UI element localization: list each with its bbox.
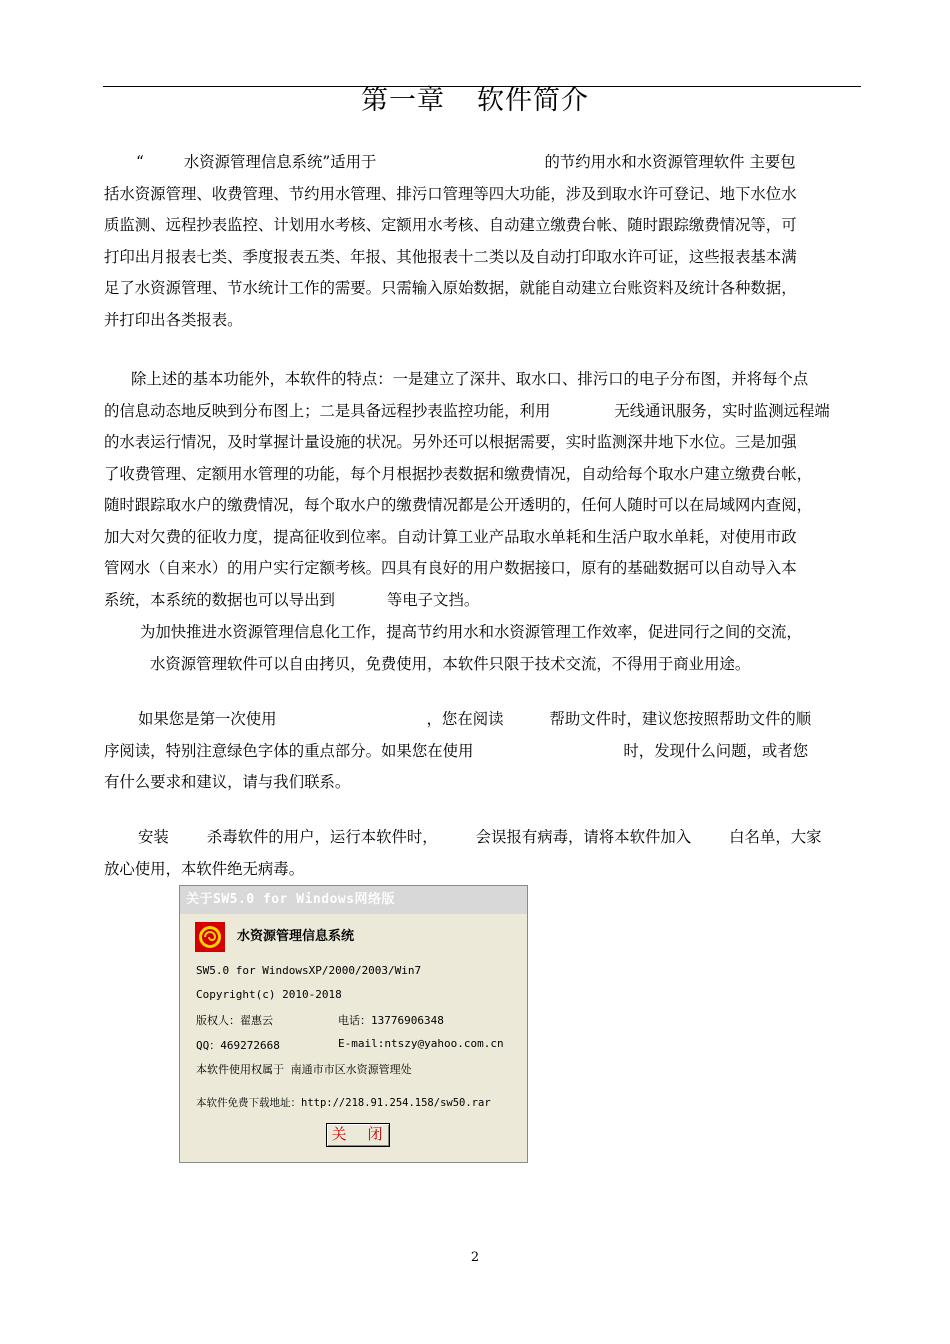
chapter-title <box>0 78 950 117</box>
paragraph-help <box>104 704 860 799</box>
owner-text: 版权人：翟惠云 <box>196 1014 273 1027</box>
qq-text: QQ：469272668 <box>196 1039 280 1052</box>
text-line: 为加快推进水资源管理信息化工作，提高节约用水和水资源管理工作效率，促进同行之间的交流， <box>140 623 802 641</box>
text-line: 的水表运行情况，及时掌握计量设施的状况。另外还可以根据需要，实时监测深井地下水位。三是加强 <box>104 433 797 451</box>
text-line: 管网水（自来水）的用户实行定额考核。四具有良好的用户数据接口，原有的基础数据可以自动导入本 <box>104 559 797 577</box>
text-line: 足了水资源管理、节水统计工作的需要。只需输入原始数据，就能自动建立台账资料及统计各种数据， <box>104 279 797 297</box>
dialog-title-bar: 关于SW5.0 for Windows网络版 <box>180 886 527 914</box>
app-logo-icon <box>195 922 225 952</box>
text-line: 除上述的基本功能外，本软件的特点：一是建立了深井、取水口、排污口的电子分布图，并将每个点 <box>131 370 809 388</box>
app-name: 水资源管理信息系统 <box>237 929 355 944</box>
email-text: E-mail:ntszy@yahoo.com.cn <box>338 1037 504 1050</box>
close-button[interactable]: 关 闭 <box>326 1123 390 1147</box>
text-line: 如果您是第一次使用 ，您在阅读 帮助文件时，建议您按照帮助文件的顺 <box>138 710 812 728</box>
chapter-number: 第一章 <box>361 85 445 116</box>
text-line: 加大对欠费的征收力度，提高征收到位率。自动计算工业产品取水单耗和生活户取水单耗，对使用市政 <box>104 527 797 546</box>
text-line: 质监测、远程抄表监控、计划用水考核、定额用水考核、自动建立缴费台帐、随时跟踪缴费情况等，可 <box>104 216 797 234</box>
download-text: 本软件免费下载地址：http://218.91.254.158/sw50.rar <box>196 1097 491 1109</box>
text-line: “ 水资源管理信息系统”适用于 的节约用水和水资源管理软件 主要包 <box>136 153 796 171</box>
paragraph-antivirus <box>104 822 860 885</box>
page-number: 2 <box>470 1250 480 1265</box>
paragraph-free-use <box>104 617 860 680</box>
text-line: 了收费管理、定额用水管理的功能，每个月根据抄表数据和缴费情况，自动给每个取水户建立缴费台帐， <box>104 464 812 483</box>
version-text: SW5.0 for WindowsXP/2000/2003/Win7 <box>196 964 422 977</box>
text-line: 打印出月报表七类、季度报表五类、年报、其他报表十二类以及自动打印取水许可证，这些报表基本满 <box>104 247 797 266</box>
phone-text: 电话：13776906348 <box>338 1014 444 1027</box>
text-line: 并打印出各类报表。 <box>104 310 243 329</box>
text-line: 序阅读，特别注意绿色字体的重点部分。如果您在使用 时，发现什么问题，或者您 <box>104 741 809 760</box>
text-line: 有什么要求和建议，请与我们联系。 <box>104 773 351 791</box>
text-line: 系统，本系统的数据也可以导出到 等电子文挡。 <box>104 590 480 609</box>
text-line: 随时跟踪取水户的缴费情况，每个取水户的缴费情况都是公开透明的，任何人随时可以在局域网内查阅， <box>104 496 812 514</box>
rights-text: 本软件使用权属于 南通市市区水资源管理处 <box>196 1063 412 1076</box>
paragraph-features <box>104 364 860 616</box>
chapter-name: 软件简介 <box>477 85 589 116</box>
paragraph-intro <box>104 147 860 336</box>
copyright-text: Copyright(c) 2010-2018 <box>196 988 342 1001</box>
text-line: 的信息动态地反映到分布图上；二是具备远程抄表监控功能，利用 无线通讯服务，实时监测远程端 <box>104 401 830 420</box>
text-line: 放心使用，本软件绝无病毒。 <box>104 859 305 878</box>
text-line: 安装 杀毒软件的用户，运行本软件时， 会误报有病毒，请将本软件加入 白名单，大家 <box>138 828 822 846</box>
text-line: 括水资源管理、收费管理、节约用水管理、排污口管理等四大功能，涉及到取水许可登记、地下水位水 <box>104 184 797 203</box>
text-line: 水资源管理软件可以自由拷贝，免费使用，本软件只限于技术交流，不得用于商业用途。 <box>150 654 751 673</box>
about-dialog <box>179 885 528 1163</box>
